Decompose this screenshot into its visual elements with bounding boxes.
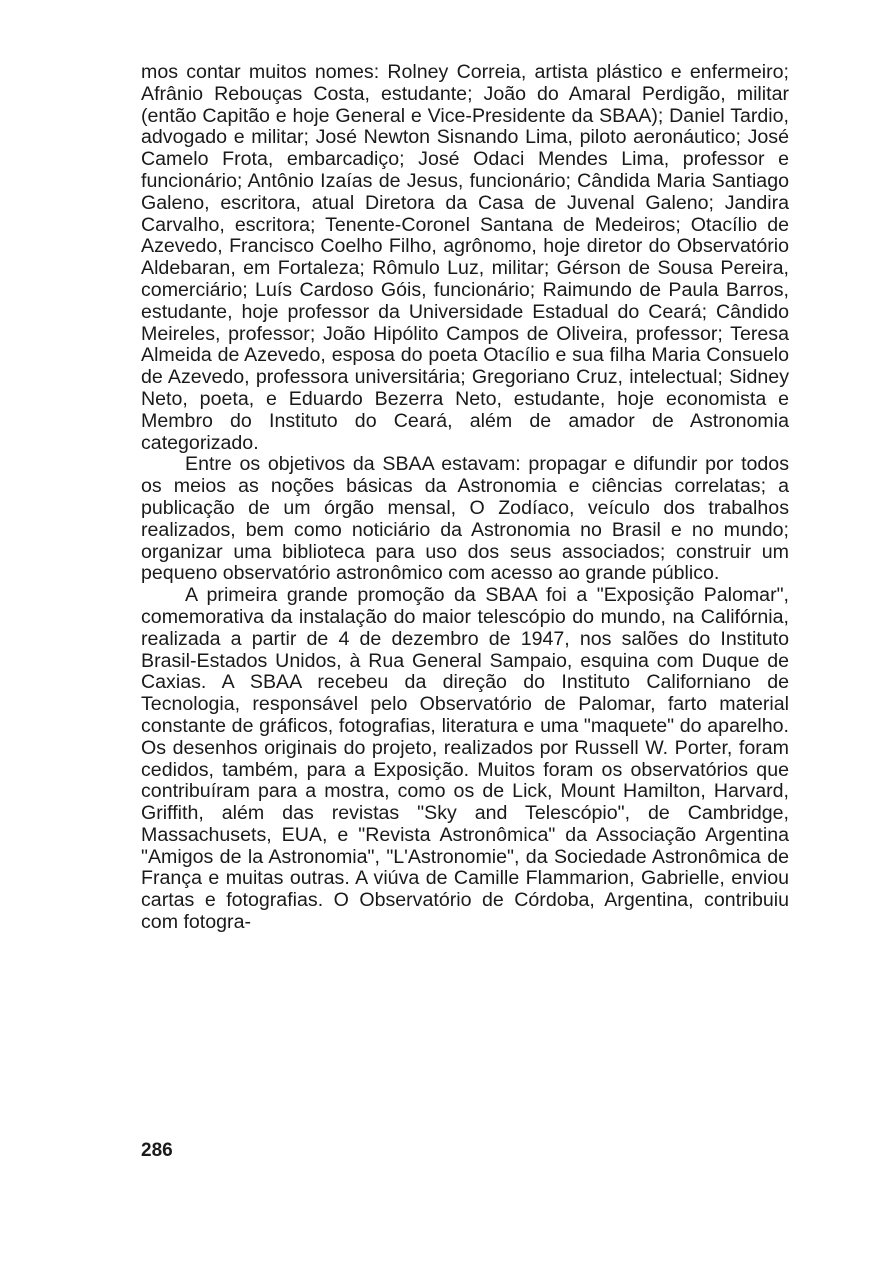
page-number: 286 xyxy=(141,1140,173,1161)
paragraph-palomar-exposition: A primeira grande promoção da SBAA foi a "Exposição Palomar", comemorativa da instalação do maior telescópio do mundo, na Califórnia, realizada a partir de 4 de dezembro de 1947, nos salões do Instituto Brasil-Estados Unidos, à Rua General Sampaio, esquina com Duque de Caxias. A SBAA recebeu da direção do Instituto Californiano de Tecnologia, responsável pelo Observatório de Palomar, farto material constante de gráficos, fotografias, literatura e uma "maquete" do aparelho. Os desenhos originais do projeto, realizados por Russell W. Porter, foram cedidos, também, para a Exposição. Muitos foram os observatórios que contribuíram para a mostra, como os de Lick, Mount Hamilton, Harvard, Griffith, além das revistas "Sky and Telescópio", de Cambridge, Massachusets, EUA, e "Revista Astronômica" da Associação Argentina "Amigos de la Astronomia", "L'Astronomie", da Sociedade Astronômica de França e muitas outras. A viúva de Camille Flammarion, Gabrielle, enviou cartas e fotografias. O Observatório de Córdoba, Argentina, contribuiu com fotogra- xyxy=(141,584,789,934)
body-text xyxy=(141,62,789,934)
paragraph-continued: mos contar muitos nomes: Rolney Correia, artista plástico e enfermeiro; Afrânio Rebouças Costa, estudante; João do Amaral Perdigão, militar (então Capitão e hoje General e Vice-Presidente da SBAA); Daniel Tardio, advogado e militar; José Newton Sisnando Lima, piloto aeronáutico; José Camelo Frota, embarcadiço; José Odaci Mendes Lima, professor e funcionário; Antônio Izaías de Jesus, funcionário; Cândida Maria Santiago Galeno, escritora, atual Diretora da Casa de Juvenal Galeno; Jandira Carvalho, escritora; Tenente-Coronel Santana de Medeiros; Otacílio de Azevedo, Francisco Coelho Filho, agrônomo, hoje diretor do Observatório Aldebaran, em Fortaleza; Rômulo Luz, militar; Gérson de Sousa Pereira, comerciário; Luís Cardoso Góis, funcionário; Raimundo de Paula Barros, estudante, hoje professor da Universidade Estadual do Ceará; Cândido Meireles, professor; João Hipólito Campos de Oliveira, professor; Teresa Almeida de Azevedo, esposa do poeta Otacílio e sua filha Maria Consuelo de Azevedo, professora universitária; Gregoriano Cruz, intelectual; Sidney Neto, poeta, e Eduardo Bezerra Neto, estudante, hoje economista e Membro do Instituto do Ceará, além de amador de Astronomia categorizado. xyxy=(141,61,789,454)
paragraph-objectives: Entre os objetivos da SBAA estavam: propagar e difundir por todos os meios as noções básicas da Astronomia e ciências correlatas; a publicação de um órgão mensal, O Zodíaco, veículo dos trabalhos realizados, bem como noticiário da Astronomia no Brasil e no mundo; organizar uma biblioteca para uso dos seus associados; construir um pequeno observatório astronômico com acesso ao grande público. xyxy=(141,453,789,585)
